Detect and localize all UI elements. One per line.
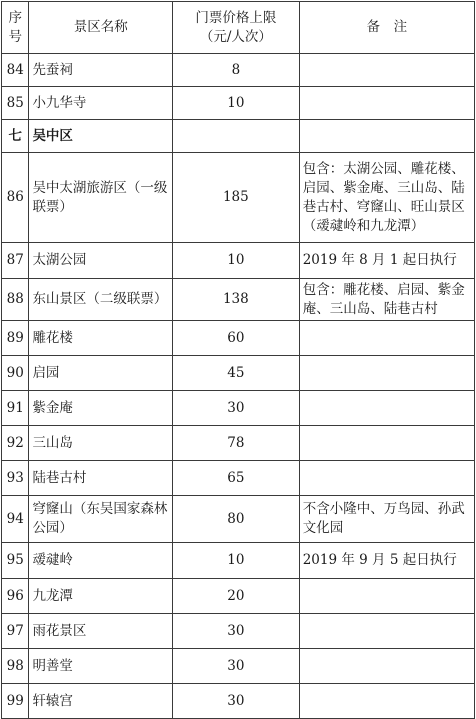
row-remark: 2019 年 8 月 1 起日执行	[299, 243, 474, 279]
row-price: 65	[173, 461, 300, 496]
table-row	[2, 426, 475, 461]
row-remark: 包含：雕花楼、启园、紫金庵、三山岛、陆巷古村	[299, 279, 474, 321]
row-serial: 97	[2, 614, 29, 649]
table-row	[2, 684, 475, 719]
row-scenic-name: 紫金庵	[29, 391, 173, 426]
row-remark: 包含：太湖公园、雕花楼、启园、紫金庵、三山岛、陆巷古村、穹窿山、旺山景区（叆叇岭和九龙潭）	[299, 153, 474, 243]
row-price: 30	[173, 649, 300, 684]
row-price: 10	[173, 543, 300, 579]
row-price: 138	[173, 279, 300, 321]
row-serial: 87	[2, 243, 29, 279]
row-remark	[299, 461, 474, 496]
row-remark	[299, 684, 474, 719]
row-remark	[299, 321, 474, 356]
row-scenic-name: 启园	[29, 356, 173, 391]
row-price: 78	[173, 426, 300, 461]
table-row	[2, 356, 475, 391]
table-row	[2, 153, 475, 243]
section-empty-price	[173, 120, 300, 153]
row-price: 30	[173, 391, 300, 426]
row-price: 8	[173, 54, 300, 87]
section-row-wuzhong	[2, 120, 475, 153]
table-row	[2, 461, 475, 496]
header-scenic-name: 景区名称	[29, 2, 173, 54]
row-scenic-name: 雕花楼	[29, 321, 173, 356]
row-serial: 88	[2, 279, 29, 321]
row-scenic-name: 明善堂	[29, 649, 173, 684]
row-scenic-name: 东山景区（二级联票）	[29, 279, 173, 321]
row-price: 10	[173, 243, 300, 279]
header-price-line1: 门票价格上限	[195, 9, 277, 26]
header-serial-number	[2, 2, 29, 54]
row-serial: 93	[2, 461, 29, 496]
row-scenic-name: 吴中太湖旅游区（一级联票）	[29, 153, 173, 243]
table-header-row	[2, 2, 475, 54]
row-scenic-name: 陆巷古村	[29, 461, 173, 496]
row-price: 30	[173, 684, 300, 719]
table-row	[2, 54, 475, 87]
section-empty-remark	[299, 120, 474, 153]
row-serial: 94	[2, 496, 29, 543]
row-remark	[299, 614, 474, 649]
row-serial: 90	[2, 356, 29, 391]
row-serial: 98	[2, 649, 29, 684]
row-scenic-name: 先蚕祠	[29, 54, 173, 87]
row-scenic-name: 太湖公园	[29, 243, 173, 279]
row-remark	[299, 87, 474, 120]
header-price-limit	[173, 2, 300, 54]
row-price: 45	[173, 356, 300, 391]
row-price: 80	[173, 496, 300, 543]
header-serial-line2: 号	[8, 28, 22, 45]
row-remark: 不含小隆中、万鸟园、孙武文化园	[299, 496, 474, 543]
row-scenic-name: 雨花景区	[29, 614, 173, 649]
row-remark: 2019 年 9 月 5 起日执行	[299, 543, 474, 579]
row-scenic-name: 三山岛	[29, 426, 173, 461]
row-serial: 96	[2, 579, 29, 614]
row-price: 10	[173, 87, 300, 120]
table-row	[2, 321, 475, 356]
table-row	[2, 496, 475, 543]
header-remarks: 备 注	[299, 2, 474, 54]
row-serial: 84	[2, 54, 29, 87]
section-district-name: 吴中区	[29, 120, 173, 153]
row-scenic-name: 九龙潭	[29, 579, 173, 614]
row-remark	[299, 579, 474, 614]
table-row	[2, 579, 475, 614]
row-remark	[299, 54, 474, 87]
row-serial: 89	[2, 321, 29, 356]
row-serial: 85	[2, 87, 29, 120]
row-remark	[299, 649, 474, 684]
row-serial: 86	[2, 153, 29, 243]
section-serial: 七	[2, 120, 29, 153]
header-price-line2: （元/人次）	[199, 28, 272, 45]
row-price: 60	[173, 321, 300, 356]
row-serial: 99	[2, 684, 29, 719]
table-row	[2, 391, 475, 426]
row-scenic-name: 小九华寺	[29, 87, 173, 120]
row-serial: 95	[2, 543, 29, 579]
table-row	[2, 87, 475, 120]
scenic-ticket-price-table	[1, 1, 475, 719]
table-row	[2, 243, 475, 279]
header-serial-line1: 序	[8, 9, 22, 26]
row-serial: 91	[2, 391, 29, 426]
row-price: 20	[173, 579, 300, 614]
row-scenic-name: 叆叇岭	[29, 543, 173, 579]
row-serial: 92	[2, 426, 29, 461]
row-scenic-name: 穹窿山（东吴国家森林公园）	[29, 496, 173, 543]
row-scenic-name: 轩辕宫	[29, 684, 173, 719]
row-remark	[299, 356, 474, 391]
table-row	[2, 543, 475, 579]
table-row	[2, 279, 475, 321]
row-price: 185	[173, 153, 300, 243]
row-remark	[299, 426, 474, 461]
row-remark	[299, 391, 474, 426]
row-price: 30	[173, 614, 300, 649]
table-row	[2, 614, 475, 649]
table-row	[2, 649, 475, 684]
